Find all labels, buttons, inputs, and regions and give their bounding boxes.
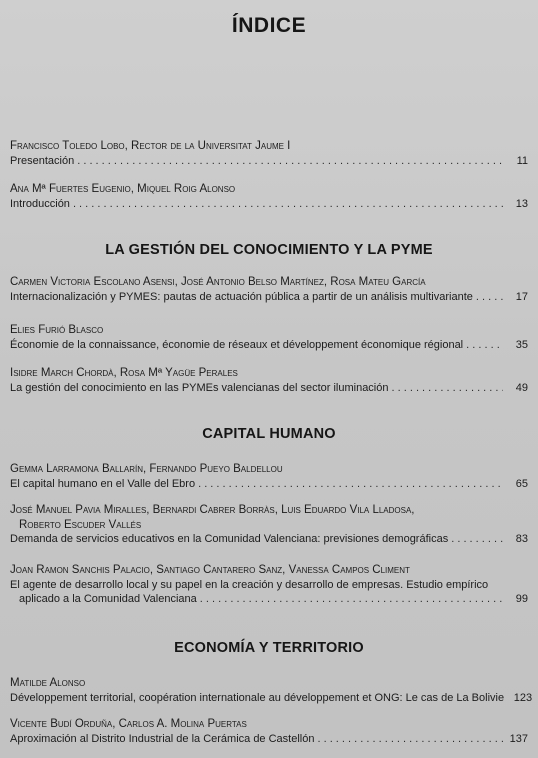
entry-page: 83	[515, 533, 528, 545]
leader-dots	[200, 592, 503, 607]
entry-authors: Elies Furió Blasco	[10, 324, 104, 336]
section-heading: CAPITAL HUMANO	[202, 426, 336, 442]
entry-line[interactable]	[10, 338, 528, 353]
entry-title: Développement territorial, coopération internationale au développement et ONG: Le cas de La Bolivie	[10, 691, 505, 704]
leader-dots	[392, 381, 504, 396]
entry-page: 13	[515, 197, 528, 210]
entry-authors: Ana Mª Fuertes Eugenio, Miquel Roig Alonso	[10, 183, 236, 195]
toc-entry-introduccion	[10, 182, 528, 211]
entry-line[interactable]	[10, 197, 528, 212]
entry-authors: Carmen Victoria Escolano Asensi, José Antonio Belso Martínez, Rosa Mateu García	[10, 276, 426, 288]
leader-dots	[77, 154, 503, 169]
entry-authors: Francisco Toledo Lobo, Rector de la Universitat Jaume I	[10, 140, 291, 152]
toc-entry	[10, 462, 528, 491]
toc-entry	[10, 676, 533, 705]
entry-page: 17	[515, 290, 528, 303]
toc-entry	[10, 563, 528, 607]
entry-page: 137	[509, 732, 528, 745]
entry-line[interactable]	[10, 477, 528, 492]
entry-authors: Matilde Alonso	[10, 677, 86, 689]
toc-entry	[10, 366, 528, 395]
entry-page: 65	[515, 477, 528, 490]
leader-dots	[466, 338, 503, 353]
entry-authors: Isidre March Chordà, Rosa Mª Yagüe Perales	[10, 367, 238, 379]
entry-page: 49	[515, 381, 528, 394]
leader-dots	[198, 477, 503, 492]
entry-authors: Joan Ramon Sanchis Palacio, Santiago Cantarero Sanz, Vanessa Campos Climent	[10, 564, 410, 576]
entry-line[interactable]	[10, 732, 528, 747]
entry-title: Internacionalización y PYMES: pautas de actuación pública a partir de un análisis multivariante	[10, 290, 473, 303]
entry-line[interactable]	[10, 290, 528, 305]
toc-entry	[10, 323, 528, 352]
section-heading: ECONOMÍA Y TERRITORIO	[174, 640, 364, 656]
entry-title: aplicado a la Comunidad Valenciana	[19, 593, 197, 605]
entry-authors-continued: Roberto Escuder Vallés	[19, 518, 142, 531]
entry-page: 11	[516, 154, 528, 167]
entry-title: Demanda de servicios educativos en la Comunidad Valenciana: previsiones demográficas	[10, 533, 449, 545]
entry-title: Presentación	[10, 154, 75, 167]
leader-dots	[317, 732, 503, 747]
entry-title: La gestión del conocimiento en las PYMEs valencianas del sector iluminación	[10, 381, 389, 394]
entry-authors: José Manuel Pavia Miralles, Bernardi Cabrer Borràs, Luis Eduardo Vila Lladosa,	[10, 504, 415, 516]
entry-title: Aproximación al Distrito Industrial de la Cerámica de Castellón	[10, 732, 315, 745]
entry-line[interactable]	[10, 691, 533, 706]
section-heading: LA GESTIÓN DEL CONOCIMIENTO Y LA PYME	[105, 242, 433, 258]
entry-line[interactable]	[10, 532, 528, 547]
page-title: ÍNDICE	[231, 14, 307, 37]
toc-entry-presentacion	[10, 139, 528, 168]
toc-entry	[10, 275, 528, 304]
leader-dots	[476, 290, 503, 305]
entry-title-line1[interactable]: El agente de desarrollo local y su papel en la creación y desarrollo de empresas. Estudio empírico	[10, 578, 489, 591]
entry-page: 99	[515, 593, 528, 605]
leader-dots	[451, 532, 503, 547]
leader-dots	[73, 197, 503, 212]
entry-line[interactable]	[10, 381, 528, 396]
entry-page: 35	[515, 338, 528, 351]
entry-authors: Vicente Budí Orduña, Carlos A. Molina Puertas	[10, 718, 247, 730]
entry-title: Économie de la connaissance, économie de réseaux et développement économique régional	[10, 338, 464, 351]
entry-line[interactable]	[10, 154, 528, 169]
entry-page: 123	[513, 691, 533, 704]
entry-title: Introducción	[10, 197, 70, 210]
toc-entry	[10, 503, 528, 547]
entry-line[interactable]	[10, 592, 528, 607]
toc-entry	[10, 717, 528, 746]
entry-authors: Gemma Larramona Ballarín, Fernando Pueyo Baldellou	[10, 463, 283, 475]
entry-title: El capital humano en el Valle del Ebro	[10, 477, 196, 490]
